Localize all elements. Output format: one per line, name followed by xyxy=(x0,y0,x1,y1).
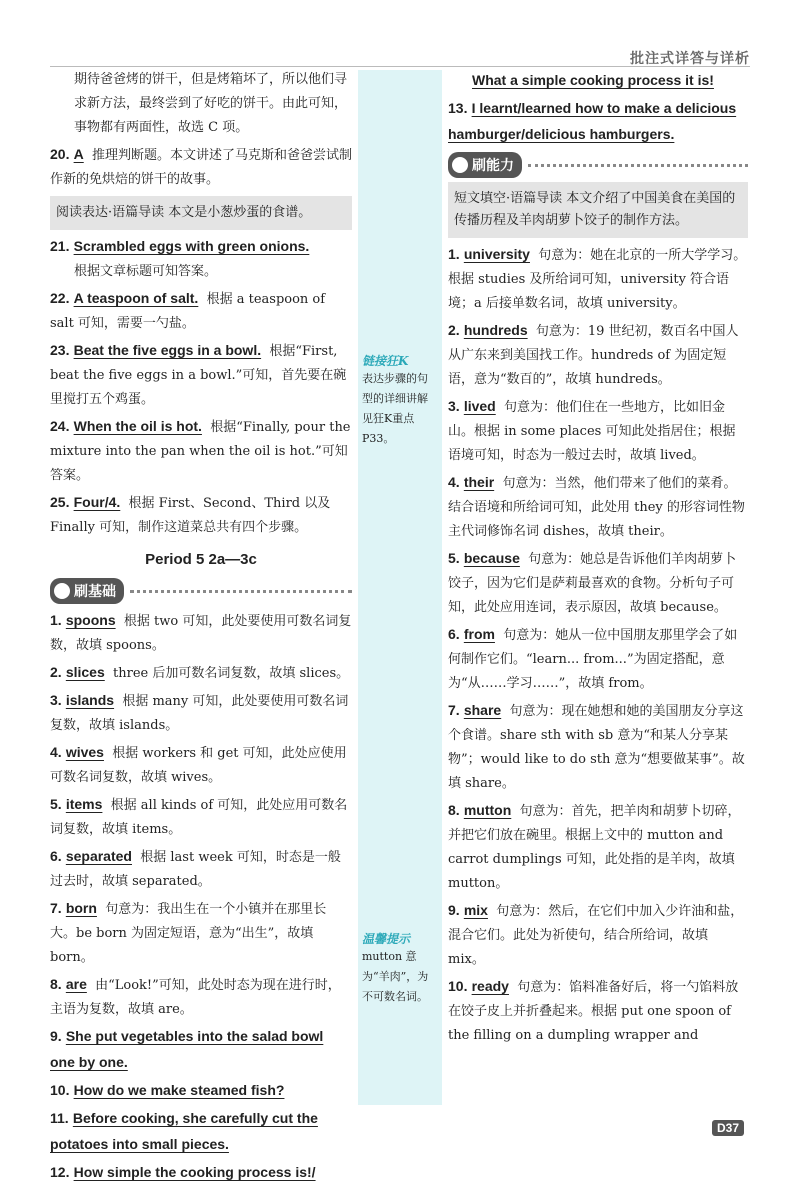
item-explanation: 根据 all kinds of 可知，此处应用可数名词复数，故填 items。 xyxy=(50,798,348,837)
answer-item xyxy=(50,234,352,284)
item-answer: lived xyxy=(463,398,496,414)
item-answer: A teaspoon of salt. xyxy=(73,290,199,306)
item-explanation: 句意为：她总是告诉他们羊肉胡萝卜饺子，因为它们是萨莉最喜欢的食物。分析句子可知，此处应用连词，表示原因，故填 because。 xyxy=(448,552,737,615)
item-number: 9. xyxy=(50,1028,62,1044)
item-number: 2. xyxy=(448,322,460,338)
item-explanation: 根据 many 可知，此处要使用可数名词复数，故填 islands。 xyxy=(50,694,349,733)
answer-item xyxy=(50,688,352,738)
answer-item xyxy=(448,96,748,148)
item-explanation: 推理判断题。本文讲述了马克斯和爸爸尝试制作新的免烘焙的饼干的故事。 xyxy=(50,148,353,187)
answer-item xyxy=(50,896,352,970)
item-answer: share xyxy=(463,702,502,718)
item-answer: ready xyxy=(471,978,509,994)
item-number: 10. xyxy=(50,1082,70,1098)
note-link-tag: 链接狂K xyxy=(362,354,409,368)
item-number: 8. xyxy=(448,802,460,818)
item-answer: How simple the cooking process is!/ xyxy=(73,1164,316,1180)
item-number: 20. xyxy=(50,146,70,162)
item-answer: A xyxy=(73,146,84,162)
item-explanation: 句意为：馅料准备好后，将一勺馅料放在饺子皮上并折叠起来。根据 put one spoon of the filling on a dumpling wrapper and xyxy=(448,980,739,1043)
item-answer: She put vegetables into the salad bowl one by one. xyxy=(50,1028,324,1070)
item-explanation: 句意为：19 世纪初，数百名中国人从广东来到美国找工作。hundreds of 为固定短语，意为“数百的”，故填 hundreds。 xyxy=(448,324,739,387)
item-answer: are xyxy=(65,976,87,992)
answer-item xyxy=(50,844,352,894)
dotted-divider xyxy=(528,164,748,167)
item-explanation: 根据“Finally, pour the mixture into the pan when the oil is hot.”可知答案。 xyxy=(50,420,351,483)
item-explanation: 句意为：然后，在它们中加入少许油和盐，混合它们。此处为祈使句，结合所给词，故填 mix。 xyxy=(448,904,744,967)
item-explanation: 句意为：她从一位中国朋友那里学会了如何制作它们。“learn... from...”为固定搭配，意为“从……学习……”，故填 from。 xyxy=(448,628,738,691)
answer-item xyxy=(50,792,352,842)
item-number: 6. xyxy=(50,848,62,864)
answer-item xyxy=(50,660,352,686)
intro-text: 期待爸爸烤的饼干，但是烤箱坏了，所以他们寻求新方法，最终尝到了好吃的饼干。由此可知，事物都有两面性，故选 C 项。 xyxy=(74,72,348,135)
item-answer: separated xyxy=(65,848,132,864)
item-number: 1. xyxy=(50,612,62,628)
answer-item xyxy=(448,242,748,316)
answer-item xyxy=(448,898,748,972)
item-explanation: 句意为：现在她想和她的美国朋友分享这个食谱。share sth with sb 意为“和某人分享某物”；would like to do sth 意为“想要做某事”。故填 share。 xyxy=(448,704,745,791)
book-icon xyxy=(54,583,70,599)
item-number: 2. xyxy=(50,664,62,680)
item-number: 3. xyxy=(448,398,460,414)
answer-item xyxy=(448,974,748,1048)
answer-item xyxy=(448,318,748,392)
period-title: Period 5 2a—3c xyxy=(145,551,257,568)
item-number: 23. xyxy=(50,342,70,358)
item-number: 21. xyxy=(50,238,70,254)
answer-item xyxy=(50,608,352,658)
item-answer: When the oil is hot. xyxy=(73,418,202,434)
item-number: 6. xyxy=(448,626,460,642)
item-explanation: 根据 workers 和 get 可知，此处应使用可数名词复数，故填 wives。 xyxy=(50,746,347,785)
item-answer: Before cooking, she carefully cut the potatoes into small pieces. xyxy=(50,1110,318,1152)
item-number: 4. xyxy=(50,744,62,760)
item-explanation: 根据 two 可知，此处要使用可数名词复数，故填 spoons。 xyxy=(50,614,352,653)
answer-item xyxy=(448,394,748,468)
left-column xyxy=(50,68,352,1188)
item-answer: from xyxy=(463,626,495,642)
item-answer: items xyxy=(65,796,103,812)
reading-guide-box: 阅读表达·语篇导读 本文是小葱炒蛋的食谱。 xyxy=(50,196,352,230)
note-tip xyxy=(362,930,438,1007)
section-ability-header xyxy=(448,152,748,178)
item-explanation: 句意为：首先，把羊肉和胡萝卜切碎，并把它们放在碗里。根据上文中的 mutton and carrot dumplings 可知，此处指的是羊肉，故填 mutton。 xyxy=(448,804,741,891)
item-answer: born xyxy=(65,900,97,916)
note-tip-tag: 温馨提示 xyxy=(362,932,411,946)
answer-item xyxy=(50,1024,352,1076)
answer-item xyxy=(448,798,748,896)
item-explanation: 句意为：他们住在一些地方，比如旧金山。根据 in some places 可知此处指居住；根据语境可知，时态为一般过去时，故填 lived。 xyxy=(448,400,736,463)
item-answer: wives xyxy=(65,744,104,760)
answer-item xyxy=(50,338,352,412)
item-answer: mutton xyxy=(463,802,512,818)
section-badge xyxy=(448,152,522,178)
section-badge xyxy=(50,578,124,604)
answer-continuation xyxy=(448,68,748,94)
page-header-title: 批注式详答与详析 xyxy=(630,50,750,66)
note-link xyxy=(362,352,438,449)
item-answer: spoons xyxy=(65,612,116,628)
answer-item xyxy=(50,1078,352,1104)
item-explanation: 句意为：当然，他们带来了他们的菜肴。结合语境和所给词可知，此处用 they 的形容词性物主代词修饰名词 dishes，故填 their。 xyxy=(448,476,745,539)
item-number: 4. xyxy=(448,474,460,490)
item-number: 24. xyxy=(50,418,70,434)
item-explanation: 根据 First、Second、Third 以及 Finally 可知，制作这道菜总共有四个步骤。 xyxy=(50,496,331,535)
dotted-divider xyxy=(130,590,352,593)
item-explanation: 根据文章标题可知答案。 xyxy=(74,264,218,279)
answer-item xyxy=(448,622,748,696)
section-label: 刷能力 xyxy=(472,157,514,173)
section-label: 刷基础 xyxy=(74,583,116,599)
section-basic-header xyxy=(50,578,352,604)
item-answer: What a simple cooking process it is! xyxy=(472,72,714,88)
cloze-answers xyxy=(448,242,748,1048)
item-number: 10. xyxy=(448,978,468,994)
item-answer: Scrambled eggs with green onions. xyxy=(73,238,310,254)
answer-item xyxy=(50,490,352,540)
basic-answers xyxy=(50,608,352,1186)
answer-item xyxy=(50,414,352,488)
item-explanation: 根据 a teaspoon of salt 可知，需要一勺盐。 xyxy=(50,292,326,331)
answer-item xyxy=(50,972,352,1022)
item-answer: Beat the five eggs in a bowl. xyxy=(73,342,262,358)
note-tip-body: mutton 意为“羊肉”，为不可数名词。 xyxy=(362,950,429,1003)
answer-item xyxy=(50,286,352,336)
cloze-guide-box: 短文填空·语篇导读 本文介绍了中国美食在美国的传播历程及羊肉胡萝卜饺子的制作方法。 xyxy=(448,182,748,238)
answer-item xyxy=(50,1106,352,1158)
item-answer: mix xyxy=(463,902,488,918)
item-number: 3. xyxy=(50,692,62,708)
item-number: 1. xyxy=(448,246,460,262)
item-answer: How do we make steamed fish? xyxy=(73,1082,285,1098)
note-link-body: 表达步骤的句型的详细讲解见狂K重点P33。 xyxy=(362,372,428,445)
item-number: 5. xyxy=(50,796,62,812)
item-number: 7. xyxy=(50,900,62,916)
answer-item xyxy=(448,470,748,544)
item-number: 12. xyxy=(50,1164,70,1180)
item-answer: islands xyxy=(65,692,115,708)
answer-item xyxy=(50,740,352,790)
item-explanation: three 后加可数名词复数，故填 slices。 xyxy=(113,666,350,681)
item-number: 5. xyxy=(448,550,460,566)
answer-item xyxy=(448,546,748,620)
page-number: D37 xyxy=(712,1120,744,1136)
item-answer: their xyxy=(463,474,495,490)
item-explanation: 根据“First, beat the five eggs in a bowl.”可知，首先要在碗里搅打五个鸡蛋。 xyxy=(50,344,347,407)
item-number: 8. xyxy=(50,976,62,992)
answer-item xyxy=(448,698,748,796)
item-answer: hundreds xyxy=(463,322,528,338)
reading-answers xyxy=(50,234,352,540)
item-number: 25. xyxy=(50,494,70,510)
item-answer: slices xyxy=(65,664,105,680)
item-answer: I learnt/learned how to make a delicious hamburger/delicious hamburgers. xyxy=(448,100,737,142)
book-icon xyxy=(452,157,468,173)
item-number: 22. xyxy=(50,290,70,306)
item-answer: university xyxy=(463,246,530,262)
right-column xyxy=(448,68,748,1050)
header-divider xyxy=(50,66,750,67)
item-number: 13. xyxy=(448,100,468,116)
item-explanation: 句意为：她在北京的一所大学学习。根据 studies 及所给词可知，university 符合语境；a 后接单数名词，故填 university。 xyxy=(448,248,747,311)
item-number: 9. xyxy=(448,902,460,918)
item-number: 11. xyxy=(50,1110,69,1126)
answer-item xyxy=(50,142,352,192)
item-answer: Four/4. xyxy=(73,494,121,510)
item-explanation: 由“Look!”可知，此处时态为现在进行时，主语为复数，故填 are。 xyxy=(50,978,341,1017)
item-explanation: 根据 last week 可知，时态是一般过去时，故填 separated。 xyxy=(50,850,341,889)
answer-item xyxy=(50,1160,352,1186)
item-answer: because xyxy=(463,550,520,566)
item-explanation: 句意为：我出生在一个小镇并在那里长大。be born 为固定短语，意为“出生”，故填 born。 xyxy=(50,902,327,965)
item-number: 7. xyxy=(448,702,460,718)
